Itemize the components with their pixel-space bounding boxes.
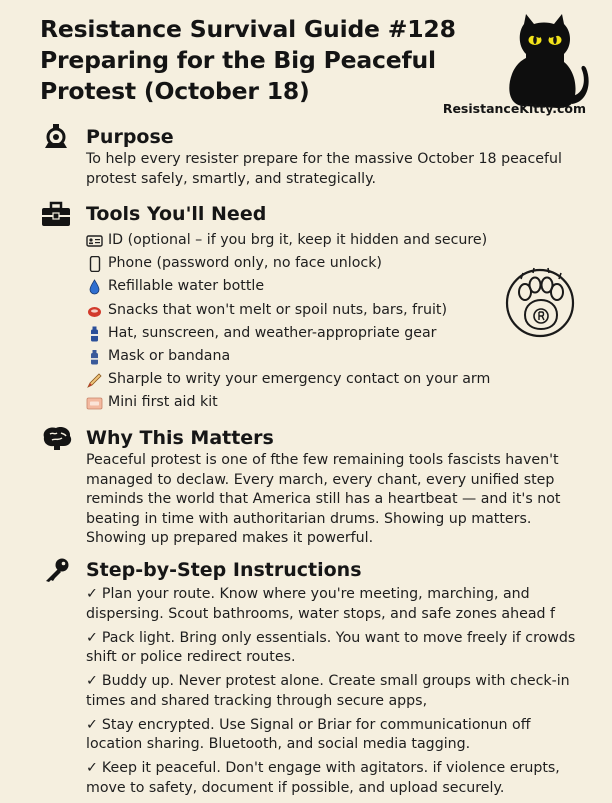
why-heading: Why This Matters [86,427,274,449]
tool-label: Phone (password only, no face unlock) [108,255,382,272]
tool-label: Snacks that won't melt or spoil nuts, bars, fruit) [108,301,447,318]
mask-bottle-icon [86,349,103,365]
page-title [40,14,500,107]
purpose-heading: Purpose [86,126,174,148]
ring-target-icon [40,124,74,150]
tools-heading: Tools You'll Need [86,203,267,225]
purpose-text: To help every resister prepare for the massive October 18 peaceful protest safely, smartly, and strategically. [86,151,562,187]
water-drop-icon [86,279,103,295]
check-icon: ✓ [86,760,98,776]
purpose-section [40,124,590,189]
list-item [86,585,590,624]
list-item [86,368,590,391]
tool-label: Sharple to writy your emergency contact on your arm [108,371,491,388]
brand-name: ResistanceKitty.com [442,101,586,116]
tool-label: Mask or bandana [108,348,231,365]
step-text: Pack light. Bring only essentials. You want to move freely if crowds shift or police redirect routes. [86,629,576,665]
sunscreen-bottle-icon [86,326,103,342]
step-text: Keep it peaceful. Don't engage with agitators. if violence erupts, move to safety, document if possible, and upload securely. [86,760,560,796]
step-text: Stay encrypted. Use Signal or Briar for communicationun off location sharing. Bluetooth, and social media tagging. [86,716,531,752]
check-icon: ✓ [86,673,98,689]
list-item [86,345,590,368]
key-icon [40,557,74,583]
check-icon: ✓ [86,716,98,733]
why-section [40,425,590,549]
list-item [86,672,590,711]
check-icon: ✓ [86,586,98,602]
steps-heading: Step-by-Step Instructions [86,559,362,581]
marker-icon [86,372,103,388]
why-text: Peaceful protest is one of fthe few remaining tools fascists haven't managed to declaw. Every march, every chant, every unified step reminds the world that America still has a heartbeat — and it's not beating in time with authoritarian drums. Showing up matters. Showing up prepared makes it powerful. [86,452,561,546]
toolbox-icon [40,201,74,227]
tool-label: Mini first aid kit [108,394,218,411]
title-line-3: Protest (October 18) [40,77,310,105]
check-icon: ✓ [86,629,98,646]
step-text: Plan your route. Know where you're meeting, marching, and dispersing. Scout bathrooms, water stops, and safe zones ahead f [86,586,556,622]
title-line-2: Preparing for the Big Peaceful [40,46,436,74]
list-item [86,716,590,755]
list-item [86,629,590,668]
phone-icon [86,256,103,272]
step-text: Buddy up. Never protest alone. Create small groups with check-in times and shared tracking through secure apps, [86,673,570,709]
steps-list [86,585,590,798]
brain-icon [40,425,74,451]
tool-label: ID (optional – if you brg it, keep it hidden and secure) [108,232,488,248]
first-aid-kit-icon [86,395,103,411]
snack-icon [86,303,103,319]
list-item [86,229,590,252]
steps-section [40,557,590,803]
list-item [86,391,590,414]
title-line-1: Resistance Survival Guide #128 [40,15,456,43]
paw-seal-icon [503,267,577,339]
tool-label: Hat, sunscreen, and weather-appropriate gear [108,324,437,341]
black-cat-logo [496,10,590,110]
list-item [86,759,590,798]
id-card-icon [86,233,103,249]
tool-label: Refillable water bottle [108,278,265,295]
